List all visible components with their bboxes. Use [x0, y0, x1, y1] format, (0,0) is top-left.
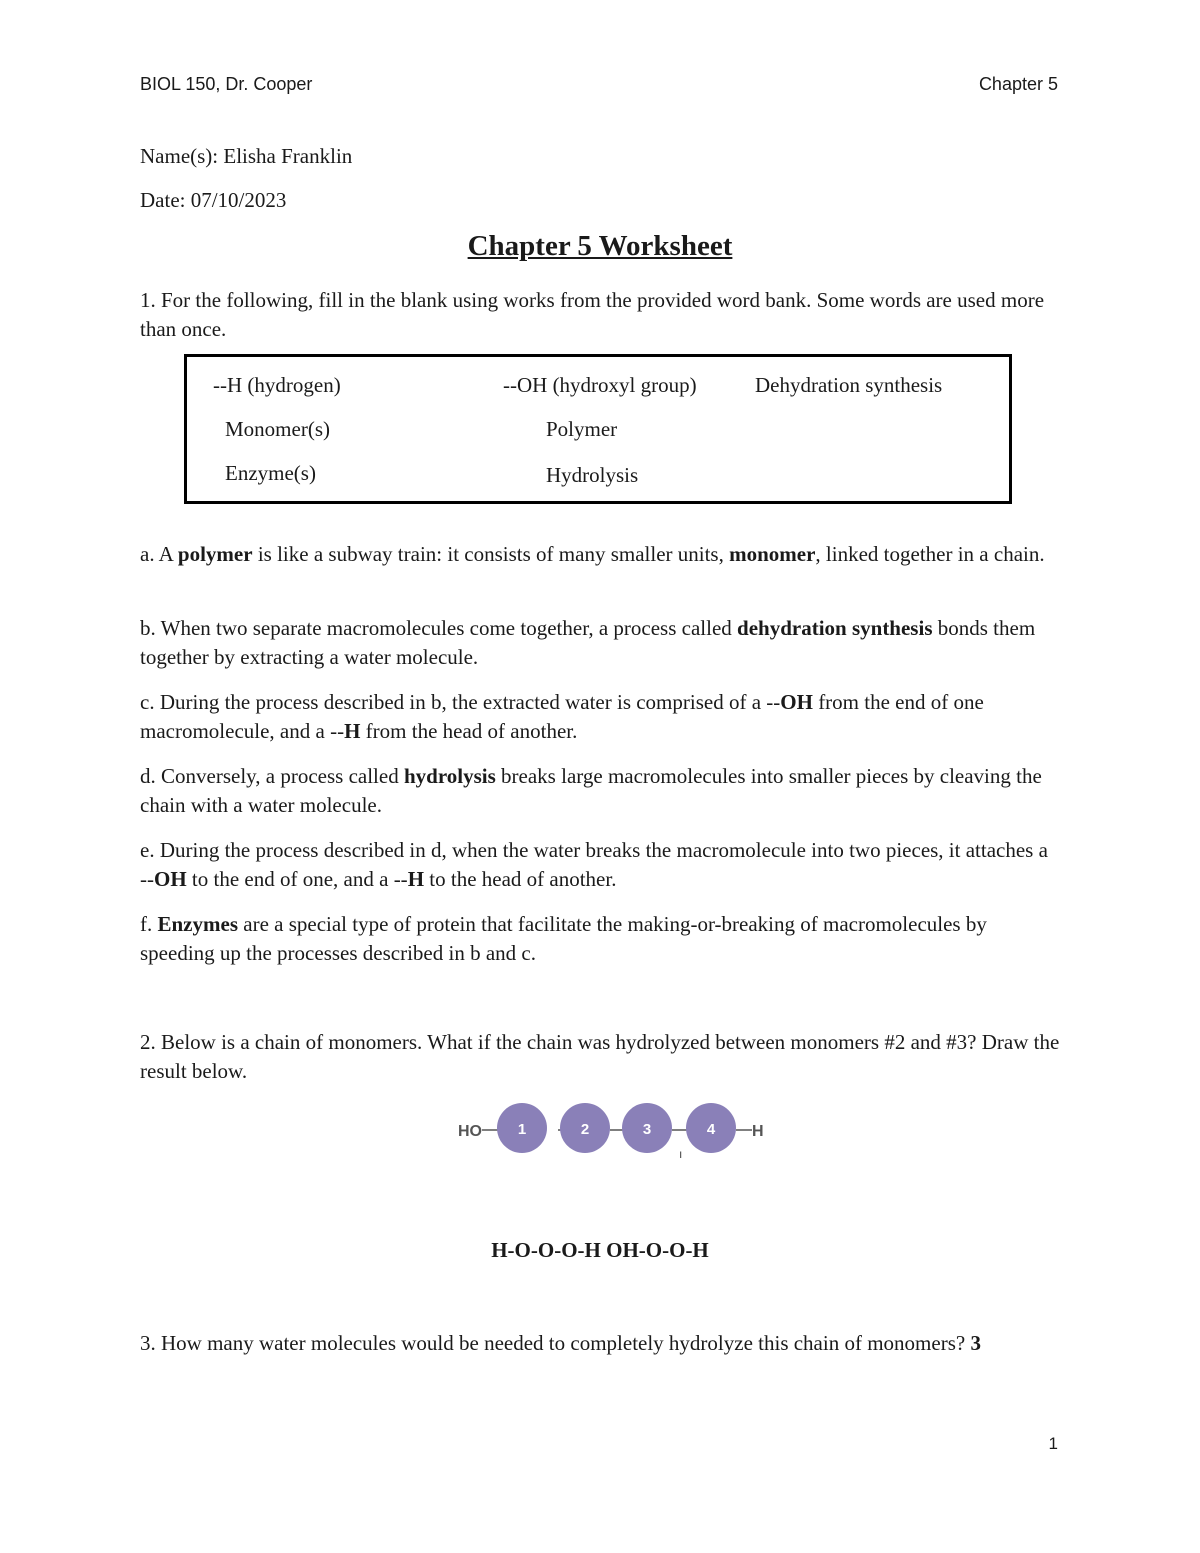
- question-1a: a. A polymer is like a subway train: it consists of many smaller units, monomer, linked together in a chain.: [140, 542, 1045, 566]
- monomer-label: 3: [642, 1121, 652, 1138]
- page-number: 1: [1048, 1434, 1058, 1453]
- word-bank-item: Dehydration synthesis: [755, 373, 943, 397]
- word-bank-box: [184, 354, 1012, 504]
- question-1c: c. During the process described in b, the extracted water is comprised of a --OH from the end of one macromolecule, and a --H from the head of another.: [140, 690, 984, 743]
- word-bank-item: --OH (hydroxyl group): [503, 373, 697, 397]
- header-chapter: Chapter 5: [978, 74, 1058, 94]
- word-bank-item: Hydrolysis: [546, 463, 639, 487]
- word-bank-item: Enzyme(s): [225, 461, 316, 485]
- question-1-prompt: 1. For the following, fill in the blank using works from the provided word bank. Some words are used more than once.: [140, 288, 1045, 341]
- date-line: Date: 07/10/2023: [140, 188, 287, 212]
- names-line: Name(s): Elisha Franklin: [140, 144, 353, 168]
- question-3: 3. How many water molecules would be needed to completely hydrolyze this chain of monomers? 3: [140, 1331, 981, 1355]
- word-bank-item: Polymer: [546, 417, 618, 441]
- monomer-label: 4: [706, 1121, 716, 1138]
- question-1e: e. During the process described in d, when the water breaks the macromolecule into two pieces, it attaches a --OH to the end of one, and a --H to the head of another.: [140, 838, 1048, 891]
- word-bank-item: --H (hydrogen): [213, 373, 341, 397]
- question-1b: b. When two separate macromolecules come together, a process called dehydration synthesis bonds them together by extracting a water molecule.: [140, 616, 1036, 669]
- chain-marker: ı: [679, 1147, 683, 1161]
- question-1d: d. Conversely, a process called hydrolysis breaks large macromolecules into smaller pieces by cleaving the chain with a water molecule.: [140, 764, 1042, 817]
- monomer-chain-diagram: [440, 1098, 780, 1164]
- word-bank-item: Monomer(s): [225, 417, 330, 441]
- monomer-label: 1: [517, 1121, 527, 1138]
- header-course: BIOL 150, Dr. Cooper: [140, 74, 313, 94]
- monomer-label: 2: [580, 1121, 590, 1138]
- question-2-answer: H-O-O-O-H OH-O-O-H: [491, 1238, 709, 1262]
- question-2-prompt: 2. Below is a chain of monomers. What if the chain was hydrolyzed between monomers #2 and #3? Draw the result below.: [140, 1030, 1060, 1083]
- question-1f: f. Enzymes are a special type of protein that facilitate the making-or-breaking of macromolecules by speeding up the processes described in b and c.: [140, 912, 987, 965]
- chain-left-end: HO: [458, 1123, 482, 1140]
- page-title: Chapter 5 Worksheet: [467, 230, 733, 262]
- chain-right-end: H: [752, 1123, 764, 1140]
